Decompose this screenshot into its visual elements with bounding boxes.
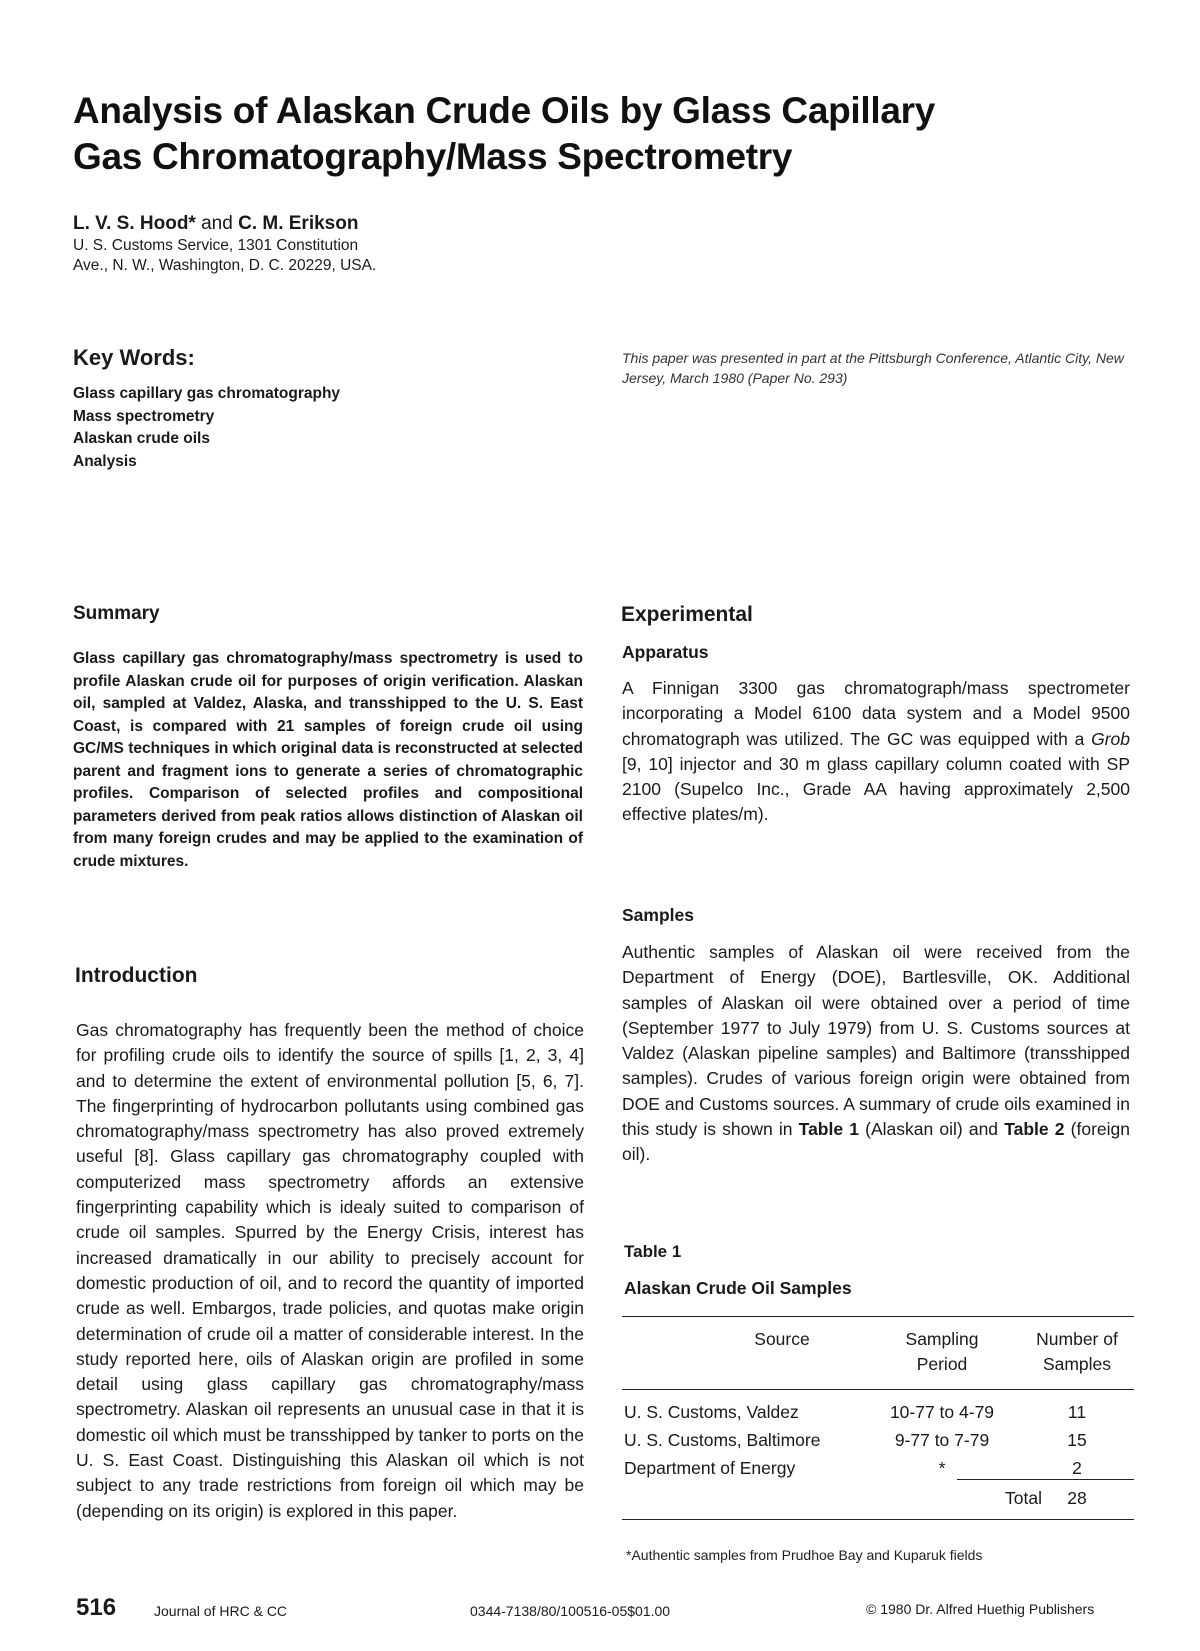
table-cell-period: 10-77 to 4-79	[889, 1402, 995, 1422]
author-1: L. V. S. Hood*	[73, 213, 196, 234]
samples-heading: Samples	[622, 905, 694, 925]
table-bottom-rule	[622, 1519, 1134, 1520]
table-header-rule	[622, 1389, 1134, 1390]
affiliation-line-1: U. S. Customs Service, 1301 Constitution	[73, 237, 359, 254]
summary-text: Glass capillary gas chromatography/mass spectrometry is used to profile Alaskan crude oil for purposes of origin verification. Alaskan oil, sampled at Valdez, Alaska, and transshipped to the U. S. East Coast, is compared with 21 samples of foreign crude oil using GC/MS techniques in which original data is reconstructed at selected parent and fragment ions to generate a series of chromatographic profiles. Comparison of selected profiles and compositional parameters derived from peak ratios allows distinction of Alaskan oil from many foreign crudes and may be applied to the examination of crude mixtures.	[73, 650, 583, 870]
introduction-heading: Introduction	[75, 964, 198, 987]
table-cell-source: Department of Energy	[624, 1458, 796, 1478]
samples-text-end: (foreign oil).	[622, 1119, 1130, 1165]
table1-label: Table 1	[624, 1242, 682, 1261]
copyright: © 1980 Dr. Alfred Huethig Publishers	[866, 1601, 1095, 1617]
table-cell-source: U. S. Customs, Valdez	[624, 1402, 799, 1422]
apparatus-heading: Apparatus	[622, 642, 709, 662]
table-cell-count: 2	[1072, 1458, 1082, 1478]
table-cell-count: 15	[1067, 1430, 1087, 1450]
table-cell-source: U. S. Customs, Baltimore	[624, 1430, 821, 1450]
journal-name: Journal of HRC & CC	[154, 1603, 288, 1619]
keywords-list	[73, 383, 340, 473]
presentation-note: This paper was presented in part at the Pittsburgh Conference, Atlantic City, New Jersey, March 1980 (Paper No. 293)	[622, 350, 1124, 386]
table1-reference: Table 1	[798, 1119, 859, 1140]
affiliation-line-2: Ave., N. W., Washington, D. C. 20229, USA.	[73, 257, 377, 274]
apparatus-text	[622, 676, 1130, 828]
table-cell-period: *	[938, 1458, 946, 1478]
paper-title	[73, 88, 1073, 180]
table-total-rule	[957, 1479, 1134, 1480]
table-total-value: 28	[1067, 1488, 1087, 1508]
table-total-label: Total	[1005, 1488, 1042, 1508]
table-cell-count: 11	[1067, 1402, 1087, 1422]
samples-text-middle: (Alaskan oil) and	[858, 1119, 1005, 1140]
title-line-2: Gas Chromatography/Mass Spectrometry	[73, 136, 793, 177]
affiliation	[73, 236, 433, 276]
author-separator: and	[195, 213, 239, 234]
page-number: 516	[76, 1594, 117, 1621]
table1	[622, 1316, 1134, 1526]
table-header-period-line: Period	[916, 1354, 968, 1374]
samples-text	[622, 940, 1130, 1168]
introduction-text: Gas chromatography has frequently been the method of choice for profiling crude oils to identify the source of spills [1, 2, 3, 4] and to determine the extent of environmental pollution [5, 6, 7]. The fingerprinting of hydrocarbon pollutants using combined gas chromatography/mass spectrometry has also proved extremely useful [8]. Glass capillary gas chromatography coupled with computerized mass spectrometry affords an extensive fingerprinting capability which is idealy suited to comparison of crude oil samples. Spurred by the Energy Crisis, interest has increased dramatically in our ability to precisely account for domestic production of oil, and to record the quantity of imported crude as well. Embargos, trade policies, and quotas make origin determination of crude oil a matter of considerable interest. In the study reported here, oils of Alaskan origin are profiled in some detail using glass capillary gas chromatography/mass spectrometry. Alaskan oil represents an unusual case in that it is domestic oil which must be transshipped by tanker to ports on the U. S. East Coast. Distinguishing this Alaskan oil which is not subject to any trade restrictions from foreign oil which may be (depending on its origin) is explored in this paper.	[76, 1020, 584, 1521]
title-line-1: Analysis of Alaskan Crude Oils by Glass Capillary	[73, 90, 935, 131]
keyword-item: Mass spectrometry	[73, 407, 215, 425]
table-header-period	[887, 1327, 997, 1377]
authors	[73, 212, 358, 235]
table-header-count-line: Samples	[1042, 1354, 1112, 1374]
apparatus-text-grob: Grob	[1091, 728, 1130, 749]
article-code: 0344-7138/80/100516-05$01.00	[470, 1603, 671, 1619]
author-2: C. M. Erikson	[238, 213, 359, 234]
table-header-count-line: Number of	[1036, 1329, 1118, 1349]
samples-text-start: Authentic samples of Alaskan oil were received from the Department of Energy (DOE), Bartlesville, OK. Additional samples of Alaskan oil were obtained over a period of time (September 1977 to July 1979) from U. S. Customs sources at Valdez (Alaskan pipeline samples) and Baltimore (transshipped samples). Crudes of various foreign origin were obtained from DOE and Customs sources. A summary of crude oils examined in this study is shown in	[622, 942, 1130, 1140]
keyword-item: Glass capillary gas chromatography	[73, 385, 341, 402]
table-top-rule	[622, 1316, 1134, 1317]
table1-footnote: *Authentic samples from Prudhoe Bay and Kuparuk fields	[626, 1547, 983, 1563]
keywords-heading: Key Words:	[73, 345, 195, 370]
table-header-source: Source	[754, 1329, 810, 1349]
apparatus-text-start: A Finnigan 3300 gas chromatograph/mass spectrometer incorporating a Model 6100 data system and a Model 9500 chromatograph was utilized. The GC was equipped with a	[622, 678, 1130, 749]
table-header-count	[1022, 1327, 1132, 1377]
table2-reference: Table 2	[1004, 1119, 1065, 1140]
summary-heading: Summary	[73, 603, 160, 624]
apparatus-text-end: [9, 10] injector and 30 m glass capillary column coated with SP 2100 (Supelco Inc., Grade AA having approximately 2,500 effective plates/m).	[622, 753, 1130, 825]
experimental-heading: Experimental	[621, 603, 753, 626]
keyword-item: Alaskan crude oils	[73, 430, 210, 447]
keyword-item: Analysis	[73, 452, 137, 470]
table-cell-period: 9-77 to 7-79	[894, 1430, 990, 1450]
table-header-period-line: Sampling	[905, 1329, 979, 1349]
table1-title: Alaskan Crude Oil Samples	[624, 1278, 852, 1298]
